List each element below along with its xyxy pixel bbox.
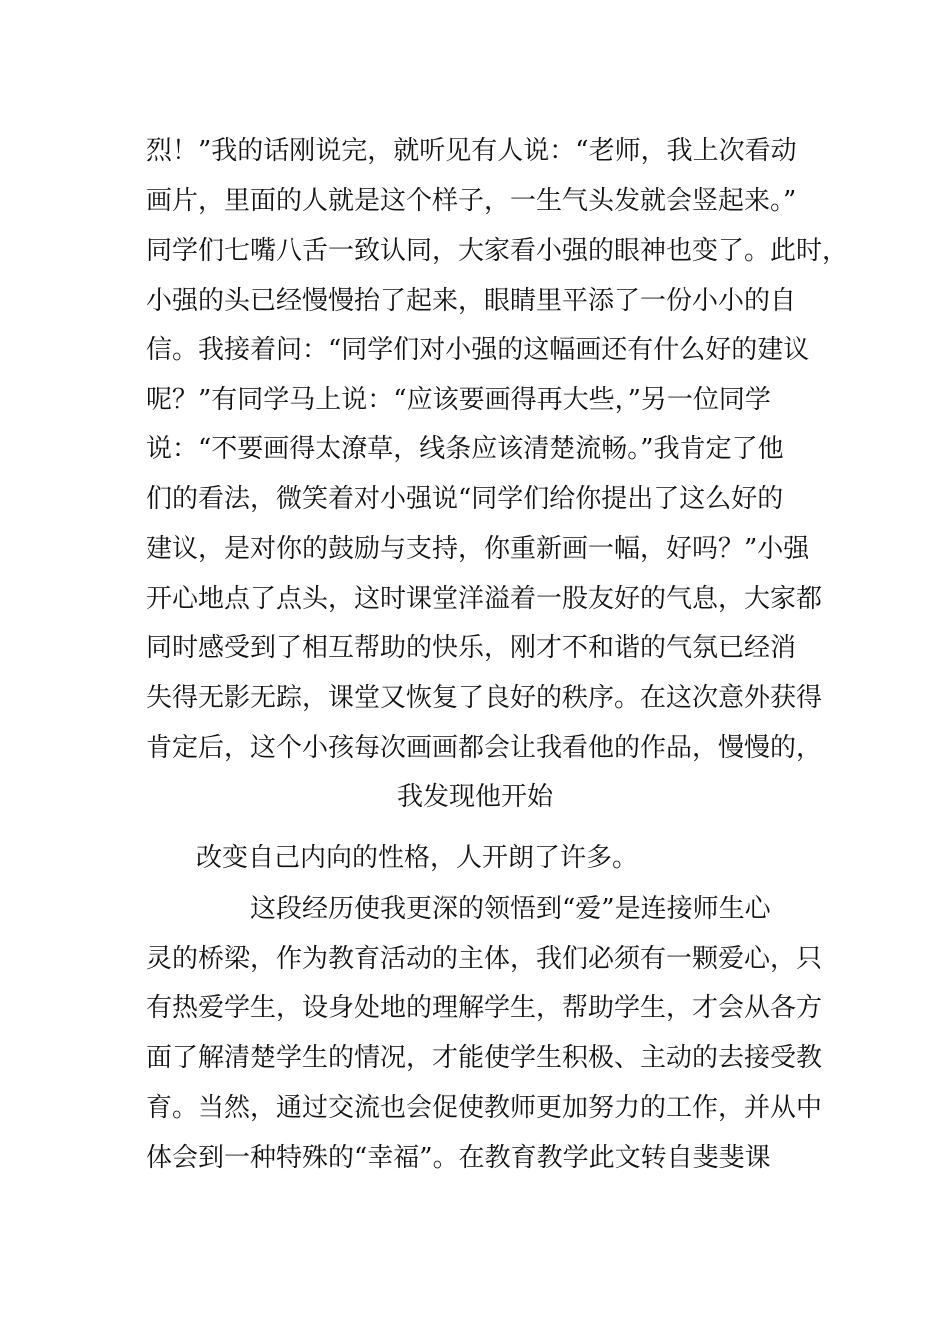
- text-line-centered: 我发现他开始: [396, 782, 553, 812]
- text-line: 们的看法，微笑着对小强说“同学们给你提出了这么好的: [146, 484, 784, 514]
- text-line: 烈！”我的话刚说完，就听见有人说：“老师，我上次看动: [146, 136, 797, 166]
- text-line: 画片，里面的人就是这个样子，一生气头发就会竖起来。”: [146, 186, 797, 216]
- text-line: 有热爱学生，设身处地的理解学生，帮助学生，才会从各方: [146, 993, 823, 1023]
- text-line: 说：“不要画得太潦草，线条应该清楚流畅。”我肯定了他: [146, 434, 784, 464]
- text-line: 同学们七嘴八舌一致认同，大家看小强的眼神也变了。此时，: [146, 236, 849, 266]
- text-line: 体会到一种特殊的“幸福”。在教育教学此文转自斐斐课: [146, 1143, 771, 1173]
- text-line: 开心地点了点头，这时课堂洋溢着一股友好的气息，大家都: [146, 584, 823, 614]
- text-line: 建议，是对你的鼓励与支持，你重新画一幅，好吗？”小强: [146, 534, 810, 564]
- text-line: 呢？”有同学马上说：“应该要画得再大些，”另一位同学: [146, 385, 771, 415]
- paragraph-first-line: 这段经历使我更深的领悟到“爱”是连接师生心: [250, 894, 771, 924]
- text-line: 育。当然，通过交流也会促使教师更加努力的工作，并从中: [146, 1093, 823, 1123]
- text-line: 失得无影无踪，课堂又恢复了良好的秩序。在这次意外获得: [146, 683, 823, 713]
- text-line: 小强的头已经慢慢抬了起来，眼睛里平添了一份小小的自: [146, 286, 797, 316]
- text-line: 同时感受到了相互帮助的快乐，刚才不和谐的气氛已经消: [146, 633, 797, 663]
- text-line: 面了解清楚学生的情况，才能使学生积极、主动的去接受教: [146, 1043, 823, 1073]
- text-line: 灵的桥梁，作为教育活动的主体，我们必须有一颗爱心，只: [146, 944, 823, 974]
- text-line: 信。我接着问：“同学们对小强的这幅画还有什么好的建议: [146, 335, 810, 365]
- text-line: 肯定后，这个小孩每次画画都会让我看他的作品，慢慢的，: [146, 733, 823, 763]
- text-line-indented: 改变自己内向的性格，人开朗了许多。: [196, 843, 639, 873]
